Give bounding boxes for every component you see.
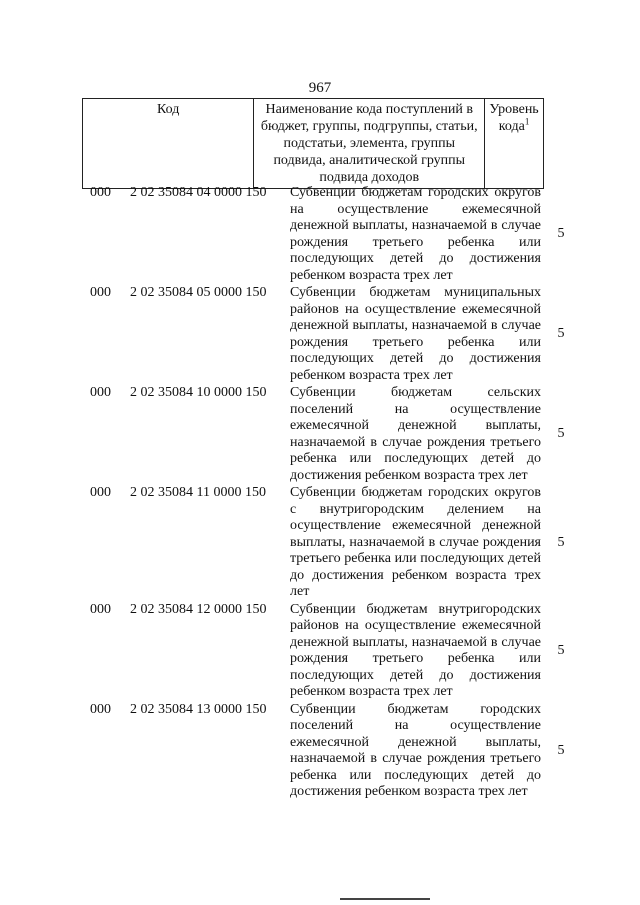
row-code: 2 02 35084 04 0000 150: [130, 185, 267, 200]
header-level: [485, 99, 544, 189]
row-prefix: 000: [90, 601, 111, 617]
row-description: Субвенции бюджетам муниципальных районов на осуществление ежемесячной денежной выплаты, назначаемой в случае рождения третьего ребенка или последующих детей до достижения ребенком возраста трех лет: [290, 285, 541, 383]
header-level-footnote: 1: [524, 116, 530, 127]
row-code: 2 02 35084 11 0000 150: [130, 485, 266, 500]
row-code: 2 02 35084 13 0000 150: [130, 701, 267, 717]
scan-artifact-line: [340, 898, 430, 900]
code-list: [82, 185, 582, 801]
row-description: Субвенции бюджетам городских поселений на осуществление ежемесячной денежной выплаты, назначаемой в случае рождения третьего ребенка или последующих детей до достижения ребенком возраста трех лет: [290, 701, 541, 799]
row-code: 2 02 35084 12 0000 150: [130, 601, 267, 617]
row-level: 5: [557, 742, 565, 758]
row-description: Субвенции бюджетам городских округов с внутригородским делением на осуществление ежемесячной денежной выплаты, назначаемой в случае рождения третьего ребенка или последующих детей до достижения ребенком возраста трех лет: [290, 485, 541, 599]
table-header: [82, 98, 544, 189]
row-code: 2 02 35084 10 0000 150: [130, 385, 267, 400]
header-level-label: Уровень кода: [489, 102, 539, 134]
row-level: 5: [557, 326, 565, 342]
table-row: [82, 385, 582, 484]
table-row: [82, 702, 582, 801]
row-level: 5: [557, 534, 565, 550]
page-number: 967: [308, 80, 332, 96]
row-level: 5: [557, 426, 565, 442]
row-prefix: 000: [90, 385, 111, 400]
row-level: 5: [557, 226, 565, 242]
row-code: 2 02 35084 05 0000 150: [130, 285, 267, 300]
row-prefix: 000: [90, 185, 111, 200]
row-description: Субвенции бюджетам городских округов на осуществление ежемесячной денежной выплаты, назначаемой в случае рождения третьего ребенка или последующих детей до достижения ребенком возраста трех лет: [290, 185, 541, 283]
header-name: Наименование кода поступлений в бюджет, группы, подгруппы, статьи, подстатьи, элемента, группы подвида, аналитической группы подвида доходов: [254, 99, 485, 189]
table-row: [82, 285, 582, 384]
row-description: Субвенции бюджетам внутригородских районов на осуществление ежемесячной денежной выплаты, назначаемой в случае рождения третьего ребенка или последующих детей до достижения ребенком возраста трех лет: [290, 601, 541, 699]
header-code: Код: [83, 99, 254, 189]
table-row: [82, 602, 582, 701]
row-level: 5: [557, 642, 565, 658]
row-prefix: 000: [90, 285, 111, 300]
table-row: [82, 485, 582, 601]
row-description: Субвенции бюджетам сельских поселений на осуществление ежемесячной денежной выплаты, назначаемой в случае рождения третьего ребенка или последующих детей до достижения ребенком возраста трех лет: [290, 385, 541, 483]
table-row: [82, 185, 582, 284]
row-prefix: 000: [90, 485, 111, 500]
row-prefix: 000: [90, 701, 111, 717]
